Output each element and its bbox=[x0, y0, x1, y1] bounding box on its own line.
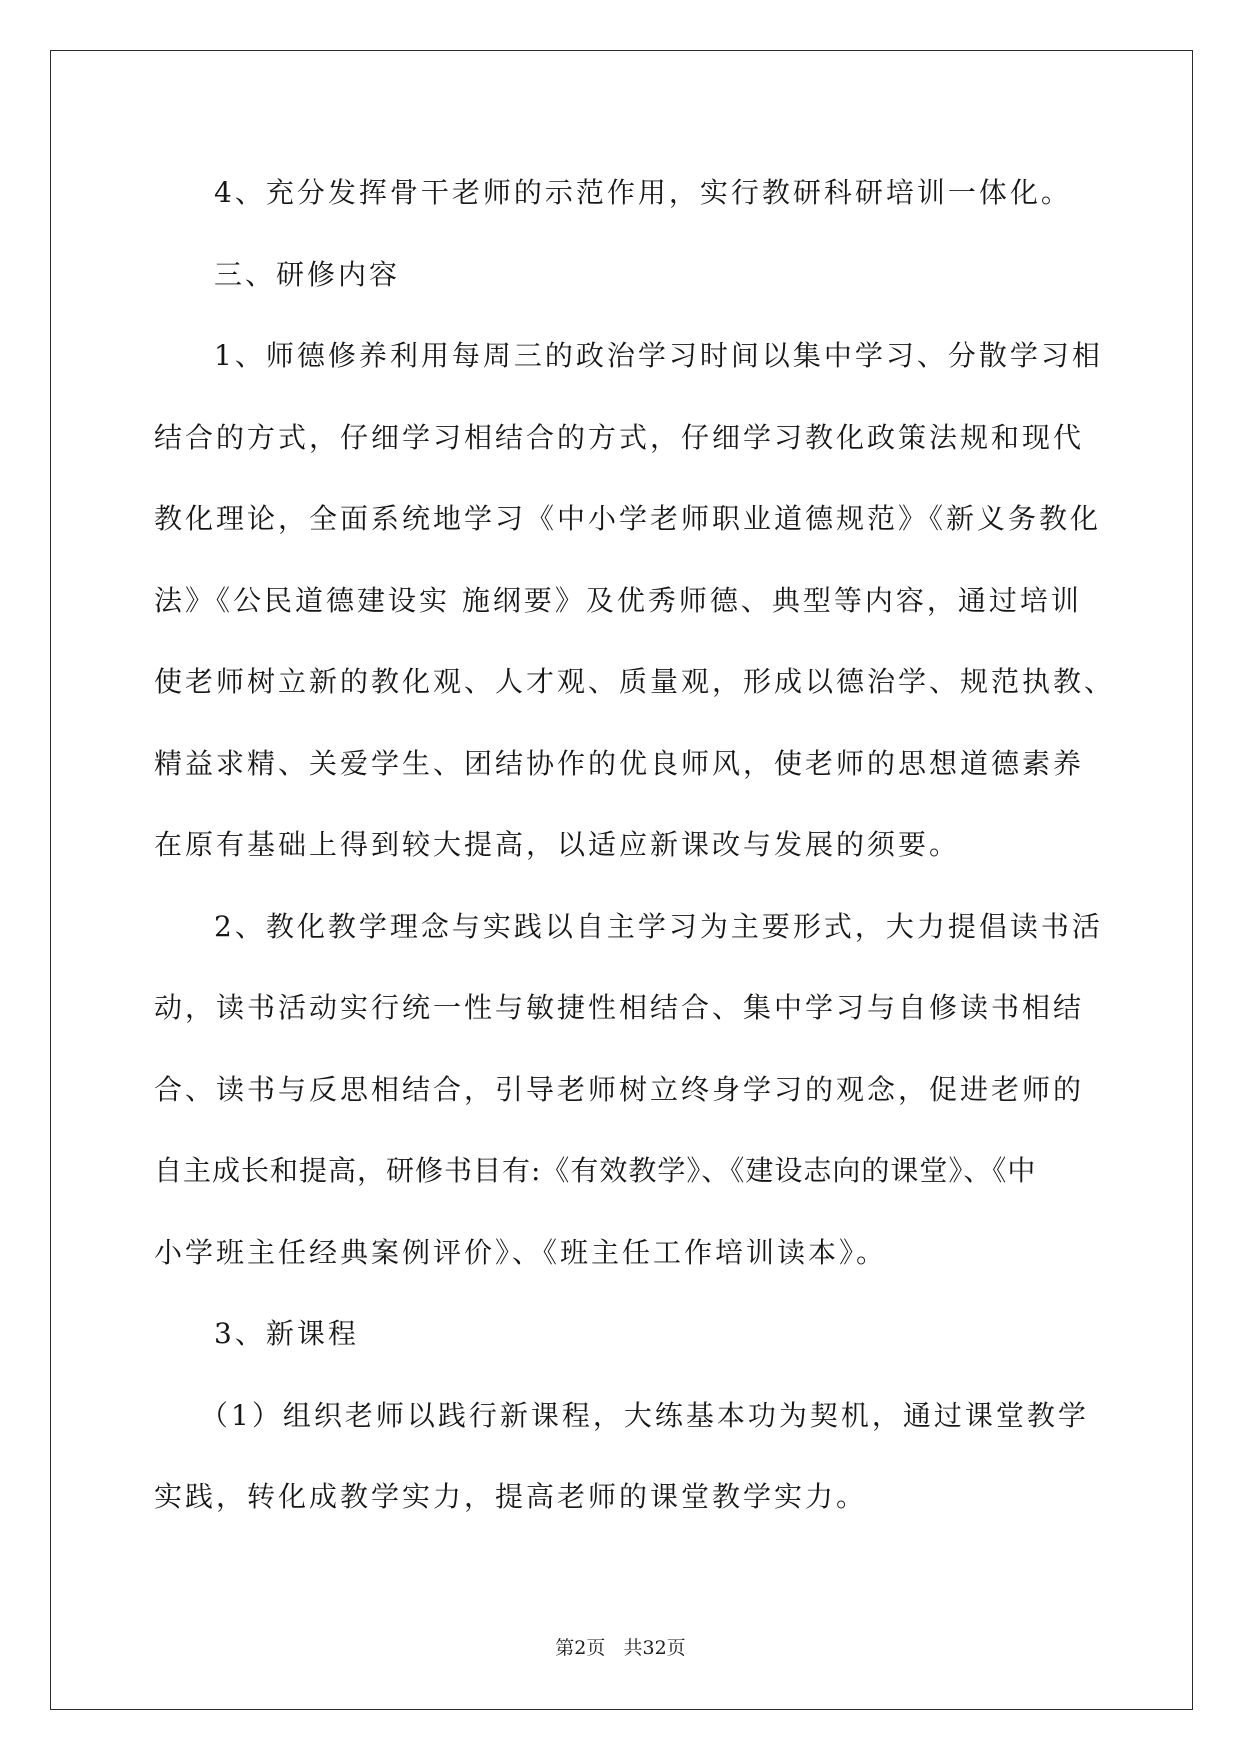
paragraph-line: （1）组织老师以践行新课程，大练基本功为契机，通过课堂教学 bbox=[200, 1398, 1089, 1432]
paragraph-line: 自主成长和提高，研修书目有:《有效教学》、《建设志向的课堂》、《中 bbox=[154, 1154, 1037, 1187]
paragraph-line: 4、充分发挥骨干老师的示范作用，实行教研科研培训一体化。 bbox=[214, 176, 1072, 209]
paragraph-line: 法》《公民道德建设实 施纲要》及优秀师德、典型等内容，通过培训 bbox=[154, 583, 1082, 617]
page-number-footer: 第2页 共32页 bbox=[555, 1637, 686, 1659]
paragraph-line: 小学班主任经典案例评价》、《班主任工作培训读本》。 bbox=[154, 1235, 888, 1269]
paragraph-line: 结合的方式，仔细学习相结合的方式，仔细学习教化政策法规和现代 bbox=[154, 420, 1085, 454]
paragraph-line: 2、教化教学理念与实践以自主学习为主要形式，大力提倡读书活 bbox=[214, 909, 1103, 943]
paragraph-line: 1、师德修养利用每周三的政治学习时间以集中学习、分散学习相 bbox=[214, 339, 1103, 372]
paragraph-line: 使老师树立新的教化观、人才观、质量观，形成以德治学、规范执教、 bbox=[154, 665, 1116, 698]
subsection-heading: 3、新课程 bbox=[214, 1317, 359, 1350]
paragraph-line: 精益求精、关爱学生、团结协作的优良师风，使老师的思想道德素养 bbox=[154, 746, 1085, 780]
paragraph-line: 合、读书与反思相结合，引导老师树立终身学习的观念，促进老师的 bbox=[154, 1072, 1085, 1106]
paragraph-line: 动，读书活动实行统一性与敏捷性相结合、集中学习与自修读书相结 bbox=[154, 991, 1085, 1024]
paragraph-line: 实践，转化成教学实力，提高老师的课堂教学实力。 bbox=[154, 1480, 868, 1513]
document-body bbox=[154, 152, 1164, 1538]
section-heading: 三、研修内容 bbox=[214, 257, 401, 291]
paragraph-line: 教化理论，全面系统地学习《中小学老师职业道德规范》《新义务教化 bbox=[154, 502, 1102, 535]
paragraph-line: 在原有基础上得到较大提高，以适应新课改与发展的须要。 bbox=[154, 828, 961, 861]
